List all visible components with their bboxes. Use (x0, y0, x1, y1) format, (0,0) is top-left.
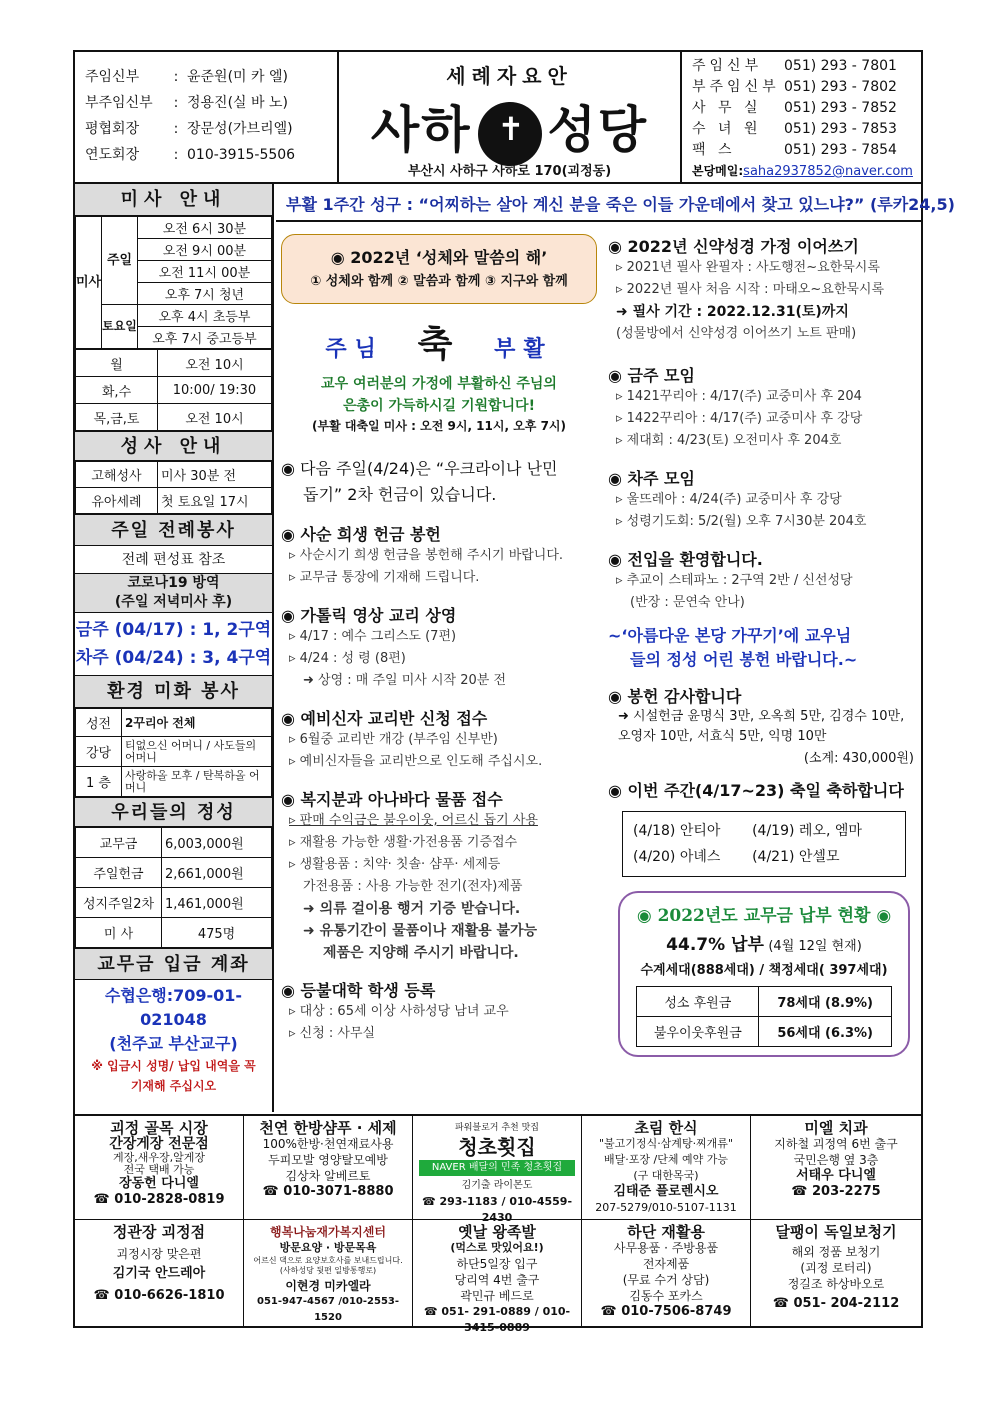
bible-item: ▹ 2022년 필사 처음 시작 : 마태오~요한묵시록 (616, 282, 885, 297)
sunday-label: 주일 (102, 217, 138, 305)
covid-next-week: 차주 (04/24) : 3, 4구역 (75, 648, 272, 668)
next-sunday-line: 돕기” 2차 헌금이 있습니다. (303, 485, 497, 504)
offering-title: 우리들의 정성 (75, 797, 272, 827)
catechumen-item: ▹ 6월중 교리반 개강 (부주임 신부반) (289, 732, 498, 747)
ad-line: 방문요양 · 방문목욕 (279, 1241, 377, 1254)
env-place: 1 층 (76, 767, 122, 797)
mass-table (75, 216, 272, 349)
easter-message-line: 은총이 가득하시길 기원합니다! (343, 398, 535, 414)
weekday-mass-table (75, 349, 272, 431)
contact-list (692, 56, 922, 182)
sacrament-name: 고해성사 (76, 462, 158, 488)
ad-title: 옛날 왕족발 (458, 1223, 536, 1241)
email-label: 본당메일: (692, 164, 744, 178)
welfare-item: ▹ 판매 수익금은 불우이웃, 어르신 돕기 사용 (289, 813, 538, 828)
easter-greeting (281, 316, 597, 367)
ad-line: 당리역 4번 출구 (454, 1273, 540, 1287)
lent-title: ◉ 사순 희생 헌금 봉헌 (281, 525, 441, 544)
ad-phone: 207-5279/010-5107-1131 (595, 1201, 737, 1214)
next-sunday-line: ◉ 다음 주일(4/24)은 “우크라이나 난민 (281, 459, 558, 478)
role-label: 연도회장 (85, 147, 140, 163)
offering-amount: 1,461,000원 (162, 888, 272, 918)
advertisements (75, 1114, 921, 1334)
church-name (339, 90, 680, 166)
ad-title: 천연 한방샴푸 · 세제 (259, 1119, 397, 1137)
offering-amount: 6,003,000원 (162, 828, 272, 858)
ad-line: 해외 정품 보청기 (791, 1245, 881, 1259)
year-theme-title: ◉ 2022년 ‘성체와 말씀의 해’ (330, 248, 548, 267)
ad-tile (75, 1116, 244, 1220)
sacrament-name: 유아세례 (76, 488, 158, 514)
covid-title (75, 574, 272, 613)
contact-phone: 051) 293 - 7802 (784, 79, 897, 95)
year-theme-box (281, 234, 597, 304)
contact-phone: 051) 293 - 7852 (784, 100, 897, 116)
donor-list: ➜ 시설헌금 윤명식 3만, 오옥희 5만, 김경수 10만, 오영자 10만, 서효식 5만, 익명 10만 (618, 709, 905, 744)
contact-label: 주임신부 (692, 58, 763, 74)
main-content (276, 184, 955, 1112)
ad-title: 청초횟집 (458, 1135, 536, 1159)
easter-message (281, 373, 597, 417)
covid-this-week: 금주 (04/17) : 1, 2구역 (75, 620, 272, 640)
donation-subtotal: (소계: 430,000원) (803, 751, 914, 766)
support-type: 불우이웃후원금 (637, 1017, 759, 1047)
video-item: ➜ 상영 : 매 주일 미사 시작 20분 전 (303, 673, 507, 688)
mass-time: 오전 9시 00분 (137, 239, 271, 261)
feast-item: (4/19) 레오, 엠마 (752, 823, 862, 839)
ad-line: 두피모발 영양탈모예방 (268, 1153, 388, 1167)
ad-owner: 김태준 플로렌시오 (613, 1184, 719, 1199)
ad-line: "불고기정식·삼계탕·찌개류" (599, 1137, 733, 1150)
video-item: ▹ 4/17 : 예수 그리스도 (7편) (289, 629, 457, 644)
welfare-title: ◉ 복지분과 아나바다 물품 접수 (281, 790, 503, 809)
announcements-column-1 (281, 234, 597, 1045)
ad-phone: ☎ 293-1183 / 010-4559-2430 (421, 1195, 573, 1224)
ad-line: 하단5일장 입구 (456, 1257, 538, 1271)
ad-phone: ☎ 051- 291-0889 / 010-3415-0889 (423, 1305, 571, 1334)
weekly-verse: 부활 1주간 성구 : “어찌하는 살아 계신 분을 죽은 이들 가운데에서 찾고 있느냐?” (루카24,5) (276, 184, 921, 222)
sacrament-time: 첫 토요일 17시 (158, 488, 272, 514)
ad-line: 어르신 댁으로 요양보호사를 보내드립니다. (253, 1256, 403, 1265)
saturday-label: 토요일 (102, 305, 138, 349)
easter-word-right: 부활 (494, 337, 553, 362)
mass-time: 오후 7시 청년 (137, 283, 271, 305)
ad-line: 간장게장 전문점 (109, 1136, 209, 1152)
ad-line: (괴정 로터리) (800, 1261, 872, 1275)
mass-time: 오전 10시 (158, 404, 272, 431)
offering-type: 성지주일2차 (76, 888, 162, 918)
catechumen-title: ◉ 예비신자 교리반 신청 접수 (281, 709, 488, 728)
video-item: ▹ 4/24 : 성 령 (8편) (289, 651, 406, 666)
ad-tile (751, 1116, 921, 1220)
welfare-item: ▹ 생활용품 : 치약· 칫솔· 샴푸· 세제등 (289, 857, 501, 872)
role-value: 010-3915-5506 (187, 147, 296, 163)
ad-line: 전자제품 (642, 1257, 690, 1271)
offering-type: 교무금 (76, 828, 162, 858)
ad-tile (244, 1220, 413, 1327)
video-title: ◉ 가톨릭 영상 교리 상영 (281, 606, 457, 625)
weekday: 목,금,토 (76, 404, 158, 431)
role-value: 장문성(가브리엘) (187, 121, 293, 137)
feast-item: (4/21) 안셀모 (752, 849, 840, 865)
ad-line: (구 대한목국) (633, 1169, 699, 1182)
ad-line: 배달·포장 /단체 예약 가능 (604, 1153, 728, 1166)
account-note: ※ 입금시 성명/ 납입 내역을 꼭 기재해 주십시오 (91, 1059, 256, 1093)
offering-amount: 2,661,000원 (162, 858, 272, 888)
dues-status-box (618, 891, 910, 1057)
lent-item: ▹ 교무금 통장에 기재해 드립니다. (289, 570, 480, 585)
ad-line: (사하성당 뒷편 일방통행로) (279, 1266, 377, 1275)
thanks-title: ◉ 봉헌 감사합니다 (608, 687, 742, 706)
meeting-item: ▹ 1421꾸리아 : 4/17(주) 교중미사 후 204 (616, 389, 862, 404)
sacrament-table (75, 461, 272, 514)
ad-title: 초림 한식 (634, 1119, 698, 1137)
welcome-title: ◉ 전입을 환영합니다. (608, 550, 763, 569)
env-group: 사랑하올 모후 / 탄복하올 어머니 (122, 767, 272, 797)
covid-schedule (75, 613, 272, 676)
ad-line: 전국 택배 가능 (123, 1163, 195, 1176)
ad-phone: ☎ 010-3071-8880 (262, 1184, 394, 1199)
ad-title: 괴정 골목 시장 (110, 1119, 208, 1137)
role-label: 부주임신부 (85, 95, 153, 111)
account-number: 수협은행:709-01-021048 (104, 986, 243, 1029)
dues-households: 수계세대(888세대) / 책정세대( 397세대) (640, 963, 888, 978)
year-theme-subtitle: ① 성체와 함께 ② 말씀과 함께 ③ 지구와 함께 (310, 274, 568, 289)
church-name-part1: 사하 (370, 101, 472, 159)
ad-phone: ☎ 203-2275 (791, 1184, 881, 1199)
contact-label: 팩 스 (692, 142, 736, 158)
easter-mass-times: (부활 대축일 미사 : 오전 9시, 11시, 오후 7시) (312, 419, 566, 433)
next-week-meetings-title: ◉ 차주 모임 (608, 469, 695, 488)
dues-percent: 44.7% 납부 (666, 935, 764, 955)
bible-item: ➜ 필사 기간 : 2022.12.31(토)까지 (616, 304, 849, 320)
university-item: ▹ 신청 : 사무실 (289, 1026, 376, 1041)
decoration-line: 들의 정성 어린 봉헌 바랍니다.~ (630, 650, 858, 669)
easter-word-left: 주님 (325, 337, 384, 362)
ad-owner: 정길조 하상바오로 (787, 1277, 885, 1291)
meeting-item: ▹ 제대회 : 4/23(토) 오전미사 후 204호 (616, 433, 842, 448)
patron-saint: 세례자요안 (446, 64, 573, 88)
contact-label: 부주임신부 (692, 79, 780, 95)
contact-row (692, 140, 922, 161)
contact-phone: 051) 293 - 7854 (784, 142, 897, 158)
mass-time: 오후 4시 초등부 (137, 305, 271, 327)
catechumen-item: ▹ 예비신자들을 교리반으로 인도해 주십시오. (289, 754, 543, 769)
meeting-item: ▹ 성령기도회: 5/2(월) 오후 7시30분 204호 (616, 514, 867, 529)
ad-tile (751, 1220, 921, 1327)
celebration-glyph: 축 (417, 324, 461, 365)
ad-tile (413, 1116, 582, 1224)
left-column (75, 184, 274, 1112)
welcome-item: (반장 : 문연숙 안나) (630, 595, 745, 610)
clergy-row: 주임신부 : 윤준원(미 카 엘) (85, 64, 340, 90)
bible-item: ▹ 2021년 필사 완필자 : 사도행전~요한묵시록 (616, 260, 880, 275)
ad-tile (244, 1116, 413, 1220)
welcome-item: ▹ 추교이 스테파노 : 2구역 2반 / 신선성당 (616, 573, 853, 588)
welfare-item: 가전용품 : 사용 가능한 전기(전자)제품 (303, 879, 523, 894)
covid-heading: 코로나19 방역 (127, 575, 220, 591)
decoration-appeal (608, 624, 920, 672)
feast-item: (4/18) 안티아 (633, 823, 721, 839)
meeting-item: ▹ 울뜨레아 : 4/24(주) 교중미사 후 강당 (616, 492, 842, 507)
support-count: 78세대 (8.9%) (759, 987, 891, 1017)
meeting-item: ▹ 1422꾸리아 : 4/17(주) 교중미사 후 강당 (616, 411, 863, 426)
contact-phone: 051) 293 - 7853 (784, 121, 897, 137)
bible-title: ◉ 2022년 신약성경 가정 이어쓰기 (608, 237, 859, 256)
bulletin-page (73, 50, 955, 1334)
support-count: 56세대 (6.3%) (759, 1017, 891, 1047)
email-row (692, 161, 922, 182)
dues-title: ◉ 2022년도 교무금 납부 현황 ◉ (636, 906, 892, 926)
church-name-part2: 성당 (547, 101, 649, 159)
role-label: 평협회장 (85, 121, 140, 137)
this-week-meetings-title: ◉ 금주 모임 (608, 366, 695, 385)
ad-phone: ☎ 010-2828-0819 (93, 1192, 225, 1207)
weekday: 월 (76, 350, 158, 377)
ad-title: 미엘 치과 (804, 1119, 868, 1137)
account-info (75, 980, 272, 1096)
contact-row (692, 119, 922, 140)
offering-type: 주일헌금 (76, 858, 162, 888)
account-title: 교무금 입금 계좌 (75, 948, 272, 980)
ad-owner: 이현경 미카엘라 (285, 1279, 371, 1293)
ad-line: (먹스로 맛있어요!) (450, 1241, 544, 1254)
env-title: 환경 미화 봉사 (75, 676, 272, 708)
ad-tile (75, 1220, 244, 1327)
ad-line: 사무용품 · 주방용품 (613, 1241, 719, 1255)
sacrament-time: 미사 30분 전 (158, 462, 272, 488)
offering-table (75, 827, 272, 948)
welfare-item: 제품은 지양해 주시기 바랍니다. (323, 945, 519, 961)
dues-date: (4월 12일 현재) (768, 939, 862, 954)
account-owner: (천주교 부산교구) (109, 1034, 238, 1053)
mass-time: 10:00/ 19:30 (158, 377, 272, 404)
ad-phone: ☎ 051- 204-2112 (772, 1296, 900, 1311)
clergy-row: 부주임신부 : 정용진(실 바 노) (85, 90, 340, 116)
liturgy-title: 주일 전례봉사 (75, 514, 272, 546)
support-type: 성소 후원금 (637, 987, 759, 1017)
ad-line: 괴정시장 맞은편 (116, 1247, 202, 1261)
covid-subheading: (주일 저녁미사 후) (114, 594, 233, 610)
welfare-item: ➜ 의류 걸이용 행거 기증 받습니다. (303, 901, 521, 917)
contact-row (692, 77, 922, 98)
mass-time: 오후 7시 중고등부 (137, 327, 271, 349)
ad-line: 파워블로거 추천 맛집 (455, 1123, 539, 1133)
mass-label: 미사 (76, 217, 102, 349)
masthead (337, 52, 682, 182)
mass-time: 오전 6시 30분 (137, 217, 271, 239)
mass-time: 오전 10시 (158, 350, 272, 377)
ad-line: (무료 수거 상담) (622, 1273, 710, 1287)
university-item: ▹ 대상 : 65세 이상 사하성당 남녀 교우 (289, 1004, 509, 1019)
ad-owner: 김동수 포카스 (629, 1289, 703, 1303)
feast-title: ◉ 이번 주간(4/17~23) 축일 축하합니다 (608, 781, 904, 800)
clergy-list (85, 64, 340, 168)
ad-owner: 김상차 알베르토 (285, 1169, 371, 1183)
header (75, 52, 921, 184)
ad-line: 국민은행 옆 3층 (793, 1153, 879, 1167)
support-table (636, 986, 892, 1047)
ad-line: 게장,새우장,알게장 (112, 1151, 205, 1164)
env-place: 강당 (76, 737, 122, 767)
clergy-row: 연도회장 : 010-3915-5506 (85, 142, 340, 168)
ad-line: NAVER 배달의 민족 청초횟집 (419, 1160, 575, 1176)
welfare-item: ➜ 유통기간이 물품이나 재활용 불가능 (303, 923, 538, 939)
church-address: 부산시 사하구 사하로 170(괴정동) (407, 164, 612, 179)
ad-owner: 김기출 라이몬도 (461, 1180, 533, 1191)
bible-item: (성물방에서 신약성경 이어쓰기 노트 판매) (616, 326, 857, 341)
announcements-column-2 (608, 234, 920, 1057)
ad-line: 100%한방·천연재료사용 (262, 1137, 394, 1151)
ad-owner: 장동헌 다니엘 (119, 1176, 199, 1191)
lent-item: ▹ 사순시기 희생 헌금을 봉헌해 주시기 바랍니다. (289, 548, 564, 563)
ad-title: 달팽이 독일보청기 (775, 1223, 897, 1241)
env-place: 성전 (76, 709, 122, 737)
email-link[interactable]: saha2937852@naver.com (743, 164, 913, 179)
contact-label: 수 녀 원 (692, 121, 762, 137)
ad-phone: ☎ 010-7506-8749 (600, 1304, 732, 1319)
weekday: 화,수 (76, 377, 158, 404)
role-label: 주임신부 (85, 69, 140, 85)
env-group: 티없으신 어머니 / 사도들의 어머니 (122, 737, 272, 767)
decoration-line: ~‘아름다운 본당 가꾸기’에 교우님 (608, 626, 852, 645)
church-logo-icon (478, 102, 542, 166)
ad-line: 지하철 괴정역 6번 출구 (774, 1137, 898, 1151)
ad-owner: 곽민규 베드로 (460, 1289, 534, 1303)
ad-phone: ☎ 010-6626-1810 (93, 1288, 225, 1303)
ad-title: 하단 재활용 (627, 1223, 705, 1241)
sacrament-title: 성사 안내 (75, 431, 272, 461)
mass-time: 오전 11시 00분 (137, 261, 271, 283)
clergy-row: 평협회장 : 장문성(가브리엘) (85, 116, 340, 142)
welfare-item: ▹ 재활용 가능한 생활·가전용품 기증접수 (289, 835, 518, 850)
contact-phone: 051) 293 - 7801 (784, 58, 897, 74)
ad-owner: 김기국 안드레아 (112, 1266, 206, 1281)
feast-item: (4/20) 아녜스 (633, 849, 721, 865)
role-value: 정용진(실 바 노) (187, 95, 288, 111)
contact-row (692, 56, 922, 77)
next-sunday-notice (281, 456, 597, 508)
ad-tile (413, 1220, 582, 1334)
contact-label: 사 무 실 (692, 100, 762, 116)
ad-owner: 서태우 다니엘 (796, 1168, 876, 1183)
ad-title: 행복나눔재가복지센터 (270, 1225, 386, 1239)
mass-title: 미사 안내 (75, 184, 272, 216)
role-value: 윤준원(미 카 엘) (187, 69, 288, 85)
university-title: ◉ 등불대학 학생 등록 (281, 981, 436, 1000)
ad-phone: 051-947-4567 /010-2553-1520 (256, 1296, 400, 1323)
ad-title: 정관장 괴정점 (112, 1223, 206, 1241)
env-group: 2꾸리아 전체 (122, 709, 272, 737)
liturgy-note: 전례 편성표 참조 (75, 546, 272, 574)
contact-row (692, 98, 922, 119)
easter-message-line: 교우 여러분의 가정에 부활하신 주님의 (321, 376, 557, 392)
ad-tile (582, 1116, 751, 1220)
feast-box (622, 811, 906, 877)
ad-tile (582, 1220, 751, 1327)
offering-type: 미 사 (76, 918, 162, 948)
attendance-count: 475명 (162, 918, 272, 948)
env-table (75, 708, 272, 797)
